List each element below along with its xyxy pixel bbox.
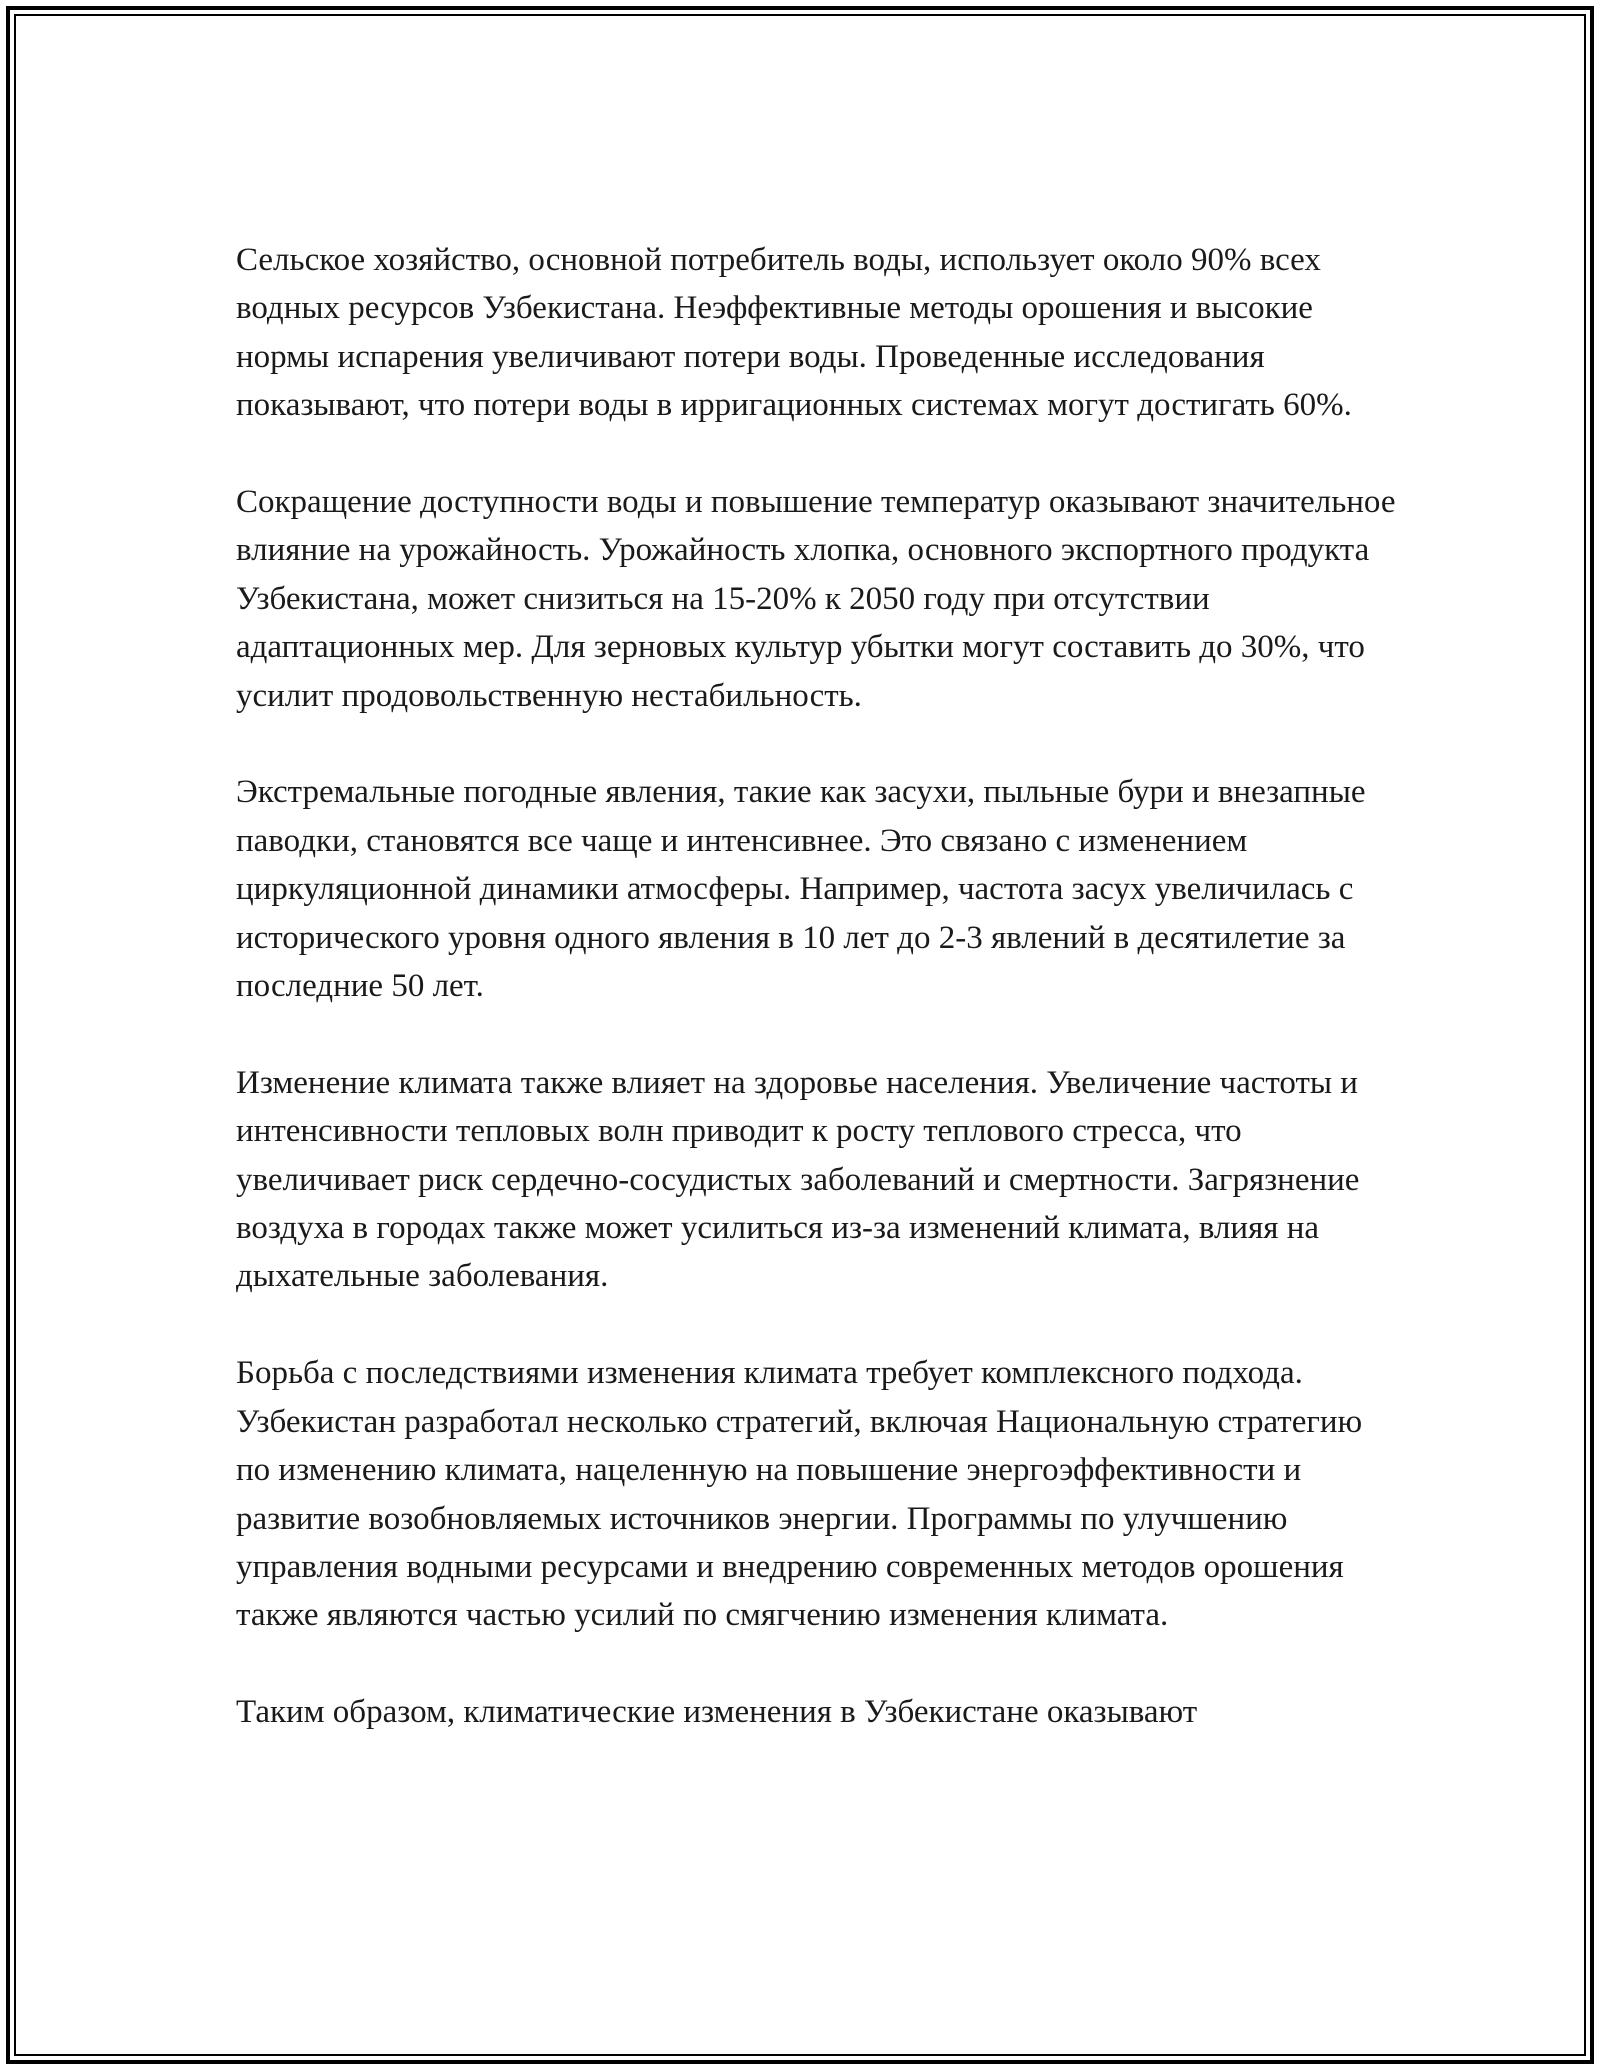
paragraph-2: Сокращение доступности воды и повышение температур оказывают значительное влияние на урожайность. Урожайность хлопка, основного экспортного продукта Узбекистана, может снизиться на 15-20% к 2050 году при отсутствии адаптационных мер. Для зерновых культур убытки могут составить до 30%, что усилит продовольственную нестабильность. — [236, 484, 1396, 714]
paragraph-1: Сельское хозяйство, основной потребитель воды, использует около 90% всех водных ресурсов Узбекистана. Неэффективные методы орошения и высокие нормы испарения увеличивают потери воды. Проведенные исследования показывают, что потери воды в ирригационных системах могут достигать 60%. — [236, 242, 1352, 424]
document-body — [236, 236, 1396, 1785]
paragraph-6: Таким образом, климатические изменения в Узбекистане оказывают — [236, 1694, 1198, 1731]
paragraph-5: Борьба с последствиями изменения климата требует комплексного подхода. Узбекистан разработал несколько стратегий, включая Национальную стратегию по изменению климата, нацеленную на повышение энергоэффективности и развитие возобновляемых источников энергии. Программы по улучшению управления водными ресурсами и внедрению современных методов орошения также являются частью усилий по смягчению изменения климата. — [236, 1355, 1363, 1634]
paragraph-3: Экстремальные погодные явления, такие как засухи, пыльные бури и внезапные паводки, становятся все чаще и интенсивнее. Это связано с изменением циркуляционной динамики атмосферы. Например, частота засух увеличилась с исторического уровня одного явления в 10 лет до 2-3 явлений в десятилетие за последние 50 лет. — [236, 774, 1366, 1005]
paragraph-4: Изменение климата также влияет на здоровье населения. Увеличение частоты и интенсивности тепловых волн приводит к росту теплового стресса, что увеличивает риск сердечно-сосудистых заболеваний и смертности. Загрязнение воздуха в городах также может усилиться из-за изменений климата, влияя на дыхательные заболевания. — [236, 1064, 1360, 1295]
